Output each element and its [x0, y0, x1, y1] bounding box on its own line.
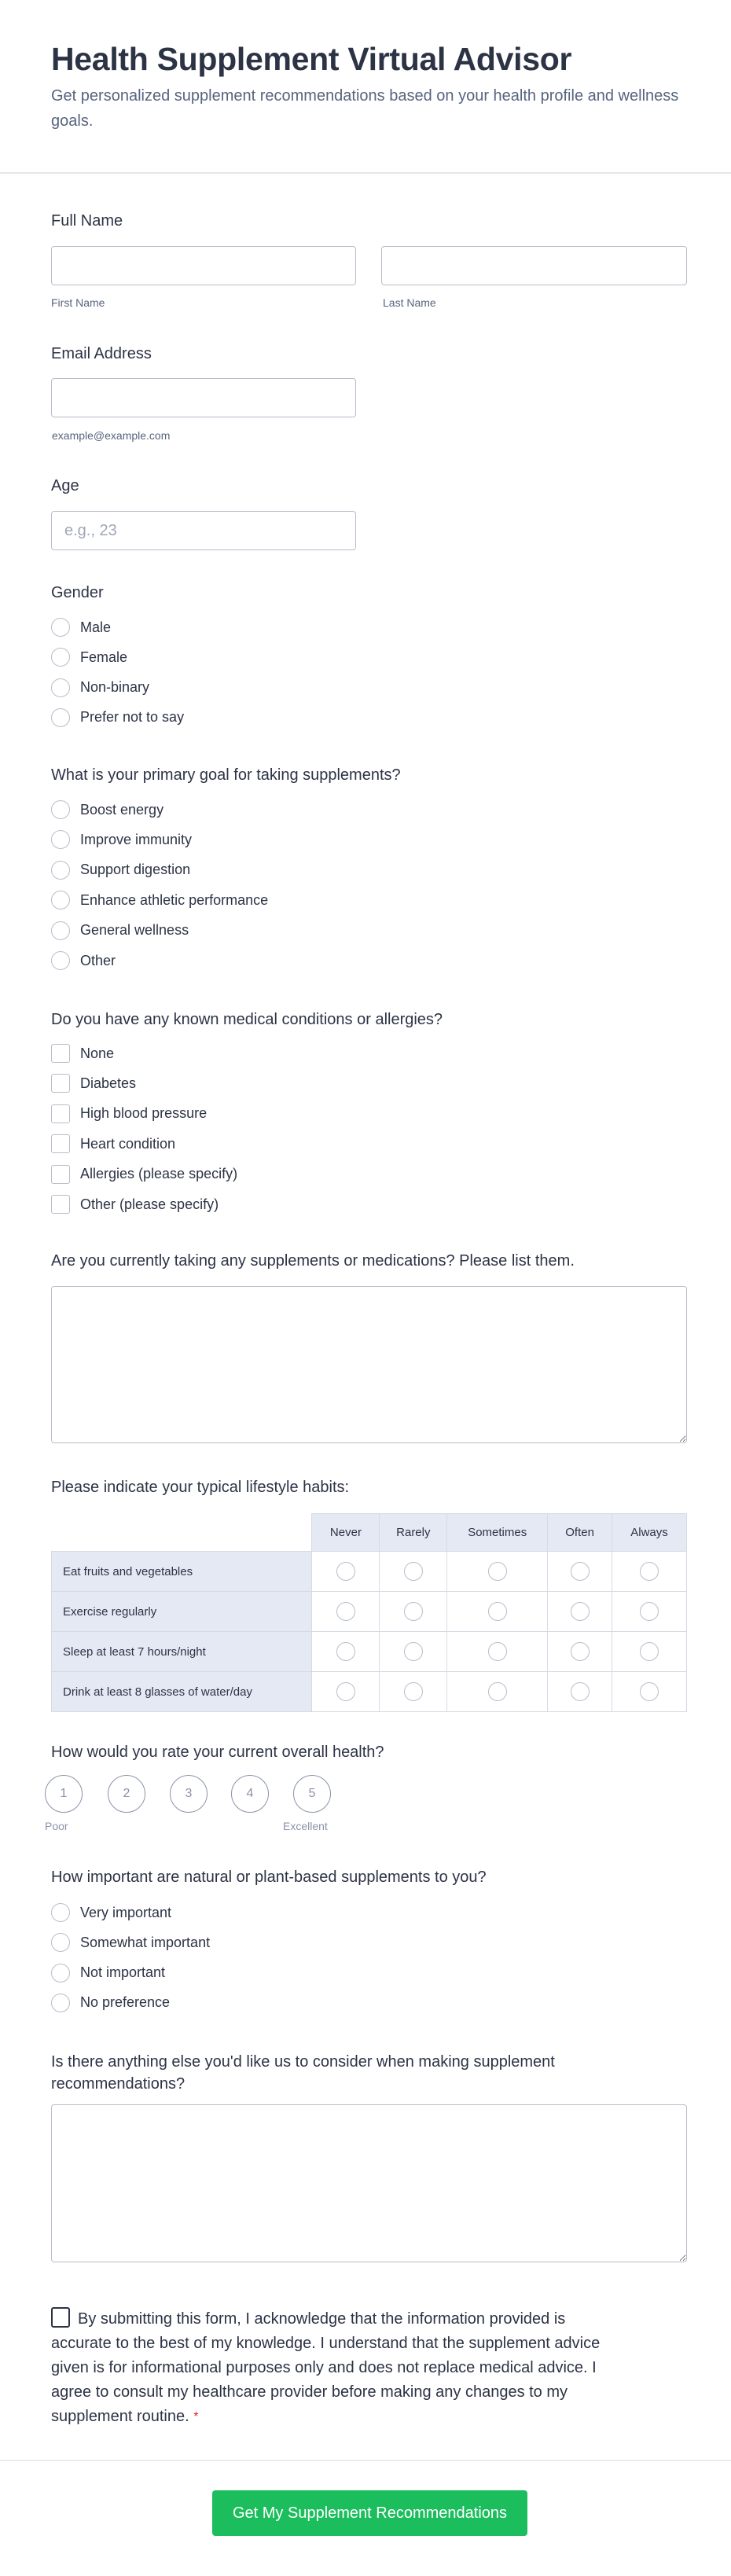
option-label: None [80, 1045, 115, 1061]
radio-button[interactable] [51, 861, 70, 880]
radio-button[interactable] [571, 1682, 590, 1701]
medical-option[interactable] [51, 1104, 207, 1124]
matrix-corner [52, 1514, 312, 1552]
radio-button[interactable] [488, 1682, 507, 1701]
matrix-cell[interactable] [312, 1632, 380, 1672]
matrix-cell[interactable] [548, 1632, 612, 1672]
matrix-cell[interactable] [312, 1552, 380, 1592]
required-mark: * [193, 2410, 199, 2423]
matrix-cell[interactable] [447, 1592, 548, 1632]
goal-option[interactable] [51, 829, 192, 850]
last-name-sublabel: Last Name [383, 296, 436, 309]
last-name-input[interactable] [381, 246, 687, 285]
option-label: High blood pressure [80, 1105, 208, 1122]
matrix-column-header: Often [548, 1514, 612, 1552]
matrix-cell[interactable] [380, 1672, 447, 1712]
first-name-sublabel: First Name [51, 296, 105, 309]
natural-option[interactable] [51, 1963, 165, 1983]
radio-button[interactable] [336, 1562, 355, 1581]
radio-button[interactable] [640, 1682, 659, 1701]
radio-button[interactable] [51, 951, 70, 970]
matrix-cell[interactable] [612, 1632, 687, 1672]
checkbox[interactable] [51, 1165, 70, 1184]
radio-button[interactable] [51, 1903, 70, 1922]
page-subtitle: Get personalized supplement recommendations based on your health profile and wellness goals. [51, 87, 679, 130]
radio-button[interactable] [640, 1562, 659, 1581]
matrix-column-header: Always [612, 1514, 687, 1552]
consent-block [51, 2307, 617, 2429]
checkbox[interactable] [51, 1134, 70, 1153]
option-label: Allergies (please specify) [80, 1166, 238, 1182]
matrix-row [52, 1632, 687, 1672]
matrix-cell[interactable] [447, 1552, 548, 1592]
lifestyle-matrix [51, 1513, 687, 1712]
radio-button[interactable] [640, 1642, 659, 1661]
consent-checkbox[interactable] [51, 2307, 70, 2328]
rating-option[interactable]: 4 [231, 1775, 269, 1813]
medical-option[interactable] [51, 1164, 237, 1185]
radio-button[interactable] [640, 1602, 659, 1621]
matrix-column-header: Never [312, 1514, 380, 1552]
matrix-cell[interactable] [380, 1592, 447, 1632]
radio-button[interactable] [51, 1994, 70, 2012]
goal-option[interactable] [51, 950, 116, 971]
medical-option[interactable] [51, 1073, 136, 1093]
matrix-cell[interactable] [380, 1632, 447, 1672]
radio-button[interactable] [51, 830, 70, 849]
radio-button[interactable] [51, 1933, 70, 1952]
matrix-row-label: Drink at least 8 glasses of water/day [52, 1672, 312, 1712]
matrix-cell[interactable] [612, 1552, 687, 1592]
matrix-cell[interactable] [380, 1552, 447, 1592]
matrix-column-header: Sometimes [447, 1514, 548, 1552]
option-label: Non-binary [80, 679, 150, 696]
page-title: Health Supplement Virtual Advisor [51, 41, 572, 77]
matrix-column-header: Rarely [380, 1514, 447, 1552]
header-divider [0, 172, 731, 174]
radio-button[interactable] [488, 1602, 507, 1621]
matrix-cell[interactable] [447, 1672, 548, 1712]
radio-button[interactable] [404, 1682, 423, 1701]
option-label: Somewhat important [80, 1934, 211, 1950]
gender-option[interactable] [51, 678, 149, 698]
current-supplements-label: Are you currently taking any supplements or medications? Please list them. [51, 1252, 575, 1270]
medical-option[interactable] [51, 1194, 219, 1215]
option-label: Not important [80, 1964, 166, 1981]
email-hint: example@example.com [52, 429, 171, 442]
option-label: Very important [80, 1904, 172, 1920]
checkbox[interactable] [51, 1074, 70, 1093]
rating-option[interactable]: 2 [108, 1775, 145, 1813]
footer-divider [0, 2460, 731, 2461]
matrix-cell[interactable] [548, 1672, 612, 1712]
radio-button[interactable] [336, 1602, 355, 1621]
lifestyle-label: Please indicate your typical lifestyle habits: [51, 1479, 350, 1496]
gender-option[interactable] [51, 617, 111, 638]
matrix-cell[interactable] [312, 1592, 380, 1632]
matrix-row [52, 1552, 687, 1592]
rating-option[interactable]: 1 [45, 1775, 83, 1813]
current-supplements-textarea[interactable] [51, 1286, 687, 1443]
option-label: Female [80, 649, 128, 665]
gender-option[interactable] [51, 647, 127, 667]
option-label: Heart condition [80, 1135, 176, 1152]
radio-button[interactable] [51, 891, 70, 910]
rating-low-label: Poor [45, 1820, 68, 1832]
natural-option[interactable] [51, 1932, 210, 1953]
option-label: Boost energy [80, 801, 164, 818]
radio-button[interactable] [51, 678, 70, 697]
rating-high-label: Excellent [283, 1820, 328, 1832]
submit-button[interactable]: Get My Supplement Recommendations [212, 2490, 527, 2536]
radio-button[interactable] [51, 708, 70, 727]
option-label: General wellness [80, 922, 189, 939]
option-label: Other [80, 952, 116, 968]
matrix-row [52, 1592, 687, 1632]
email-label: Email Address [51, 345, 152, 362]
option-label: Support digestion [80, 862, 191, 878]
gender-label: Gender [51, 584, 104, 601]
matrix-row-label: Sleep at least 7 hours/night [52, 1632, 312, 1672]
option-label: Improve immunity [80, 831, 193, 847]
checkbox[interactable] [51, 1044, 70, 1063]
radio-button[interactable] [51, 800, 70, 819]
radio-button[interactable] [571, 1562, 590, 1581]
goal-label: What is your primary goal for taking supplements? [51, 766, 401, 784]
consent-text: By submitting this form, I acknowledge that the information provided is accurate to the best of my knowledge. I understand that the supplement advice given is for informational purposes only and does not replace medical advice. I agree to consult my healthcare provider before making any changes to my supplement routine. [51, 2310, 601, 2425]
radio-button[interactable] [571, 1602, 590, 1621]
matrix-cell[interactable] [447, 1632, 548, 1672]
other-considerations-textarea[interactable] [51, 2104, 687, 2262]
goal-option[interactable] [51, 890, 268, 910]
radio-button[interactable] [336, 1642, 355, 1661]
matrix-row-label: Exercise regularly [52, 1592, 312, 1632]
first-name-input[interactable] [51, 246, 356, 285]
matrix-row-label: Eat fruits and vegetables [52, 1552, 312, 1592]
matrix-cell[interactable] [548, 1592, 612, 1632]
option-label: Other (please specify) [80, 1196, 219, 1212]
option-label: Enhance athletic performance [80, 891, 269, 908]
age-label: Age [51, 477, 79, 494]
matrix-cell[interactable] [312, 1672, 380, 1712]
matrix-row [52, 1672, 687, 1712]
radio-button[interactable] [336, 1682, 355, 1701]
radio-button[interactable] [571, 1642, 590, 1661]
matrix-cell[interactable] [612, 1592, 687, 1632]
rating-label: How would you rate your current overall health? [51, 1744, 384, 1761]
radio-button[interactable] [51, 921, 70, 940]
natural-option[interactable] [51, 1902, 171, 1923]
natural-option[interactable] [51, 1993, 170, 2013]
radio-button[interactable] [404, 1602, 423, 1621]
option-label: No preference [80, 1994, 171, 2011]
radio-button[interactable] [51, 1964, 70, 1983]
option-label: Diabetes [80, 1075, 137, 1091]
matrix-cell[interactable] [612, 1672, 687, 1712]
medical-option[interactable] [51, 1043, 114, 1064]
goal-option[interactable] [51, 860, 190, 880]
gender-option[interactable] [51, 707, 184, 728]
email-input[interactable] [51, 378, 356, 417]
rating-option[interactable]: 3 [170, 1775, 208, 1813]
other-considerations-label: Is there anything else you'd like us to consider when making supplement recommendations? [51, 2053, 555, 2093]
rating-option[interactable]: 5 [293, 1775, 331, 1813]
radio-button[interactable] [51, 618, 70, 637]
medical-option[interactable] [51, 1134, 175, 1154]
checkbox[interactable] [51, 1104, 70, 1123]
radio-button[interactable] [404, 1642, 423, 1661]
option-label: Male [80, 619, 112, 635]
radio-button[interactable] [51, 648, 70, 667]
medical-label: Do you have any known medical conditions or allergies? [51, 1011, 443, 1028]
full-name-label: Full Name [51, 212, 123, 230]
checkbox[interactable] [51, 1195, 70, 1214]
matrix-cell[interactable] [548, 1552, 612, 1592]
natural-label: How important are natural or plant-based supplements to you? [51, 1869, 487, 1886]
age-input[interactable] [51, 511, 356, 550]
goal-option[interactable] [51, 799, 163, 820]
radio-button[interactable] [488, 1562, 507, 1581]
radio-button[interactable] [404, 1562, 423, 1581]
radio-button[interactable] [488, 1642, 507, 1661]
goal-option[interactable] [51, 921, 189, 941]
option-label: Prefer not to say [80, 709, 185, 726]
